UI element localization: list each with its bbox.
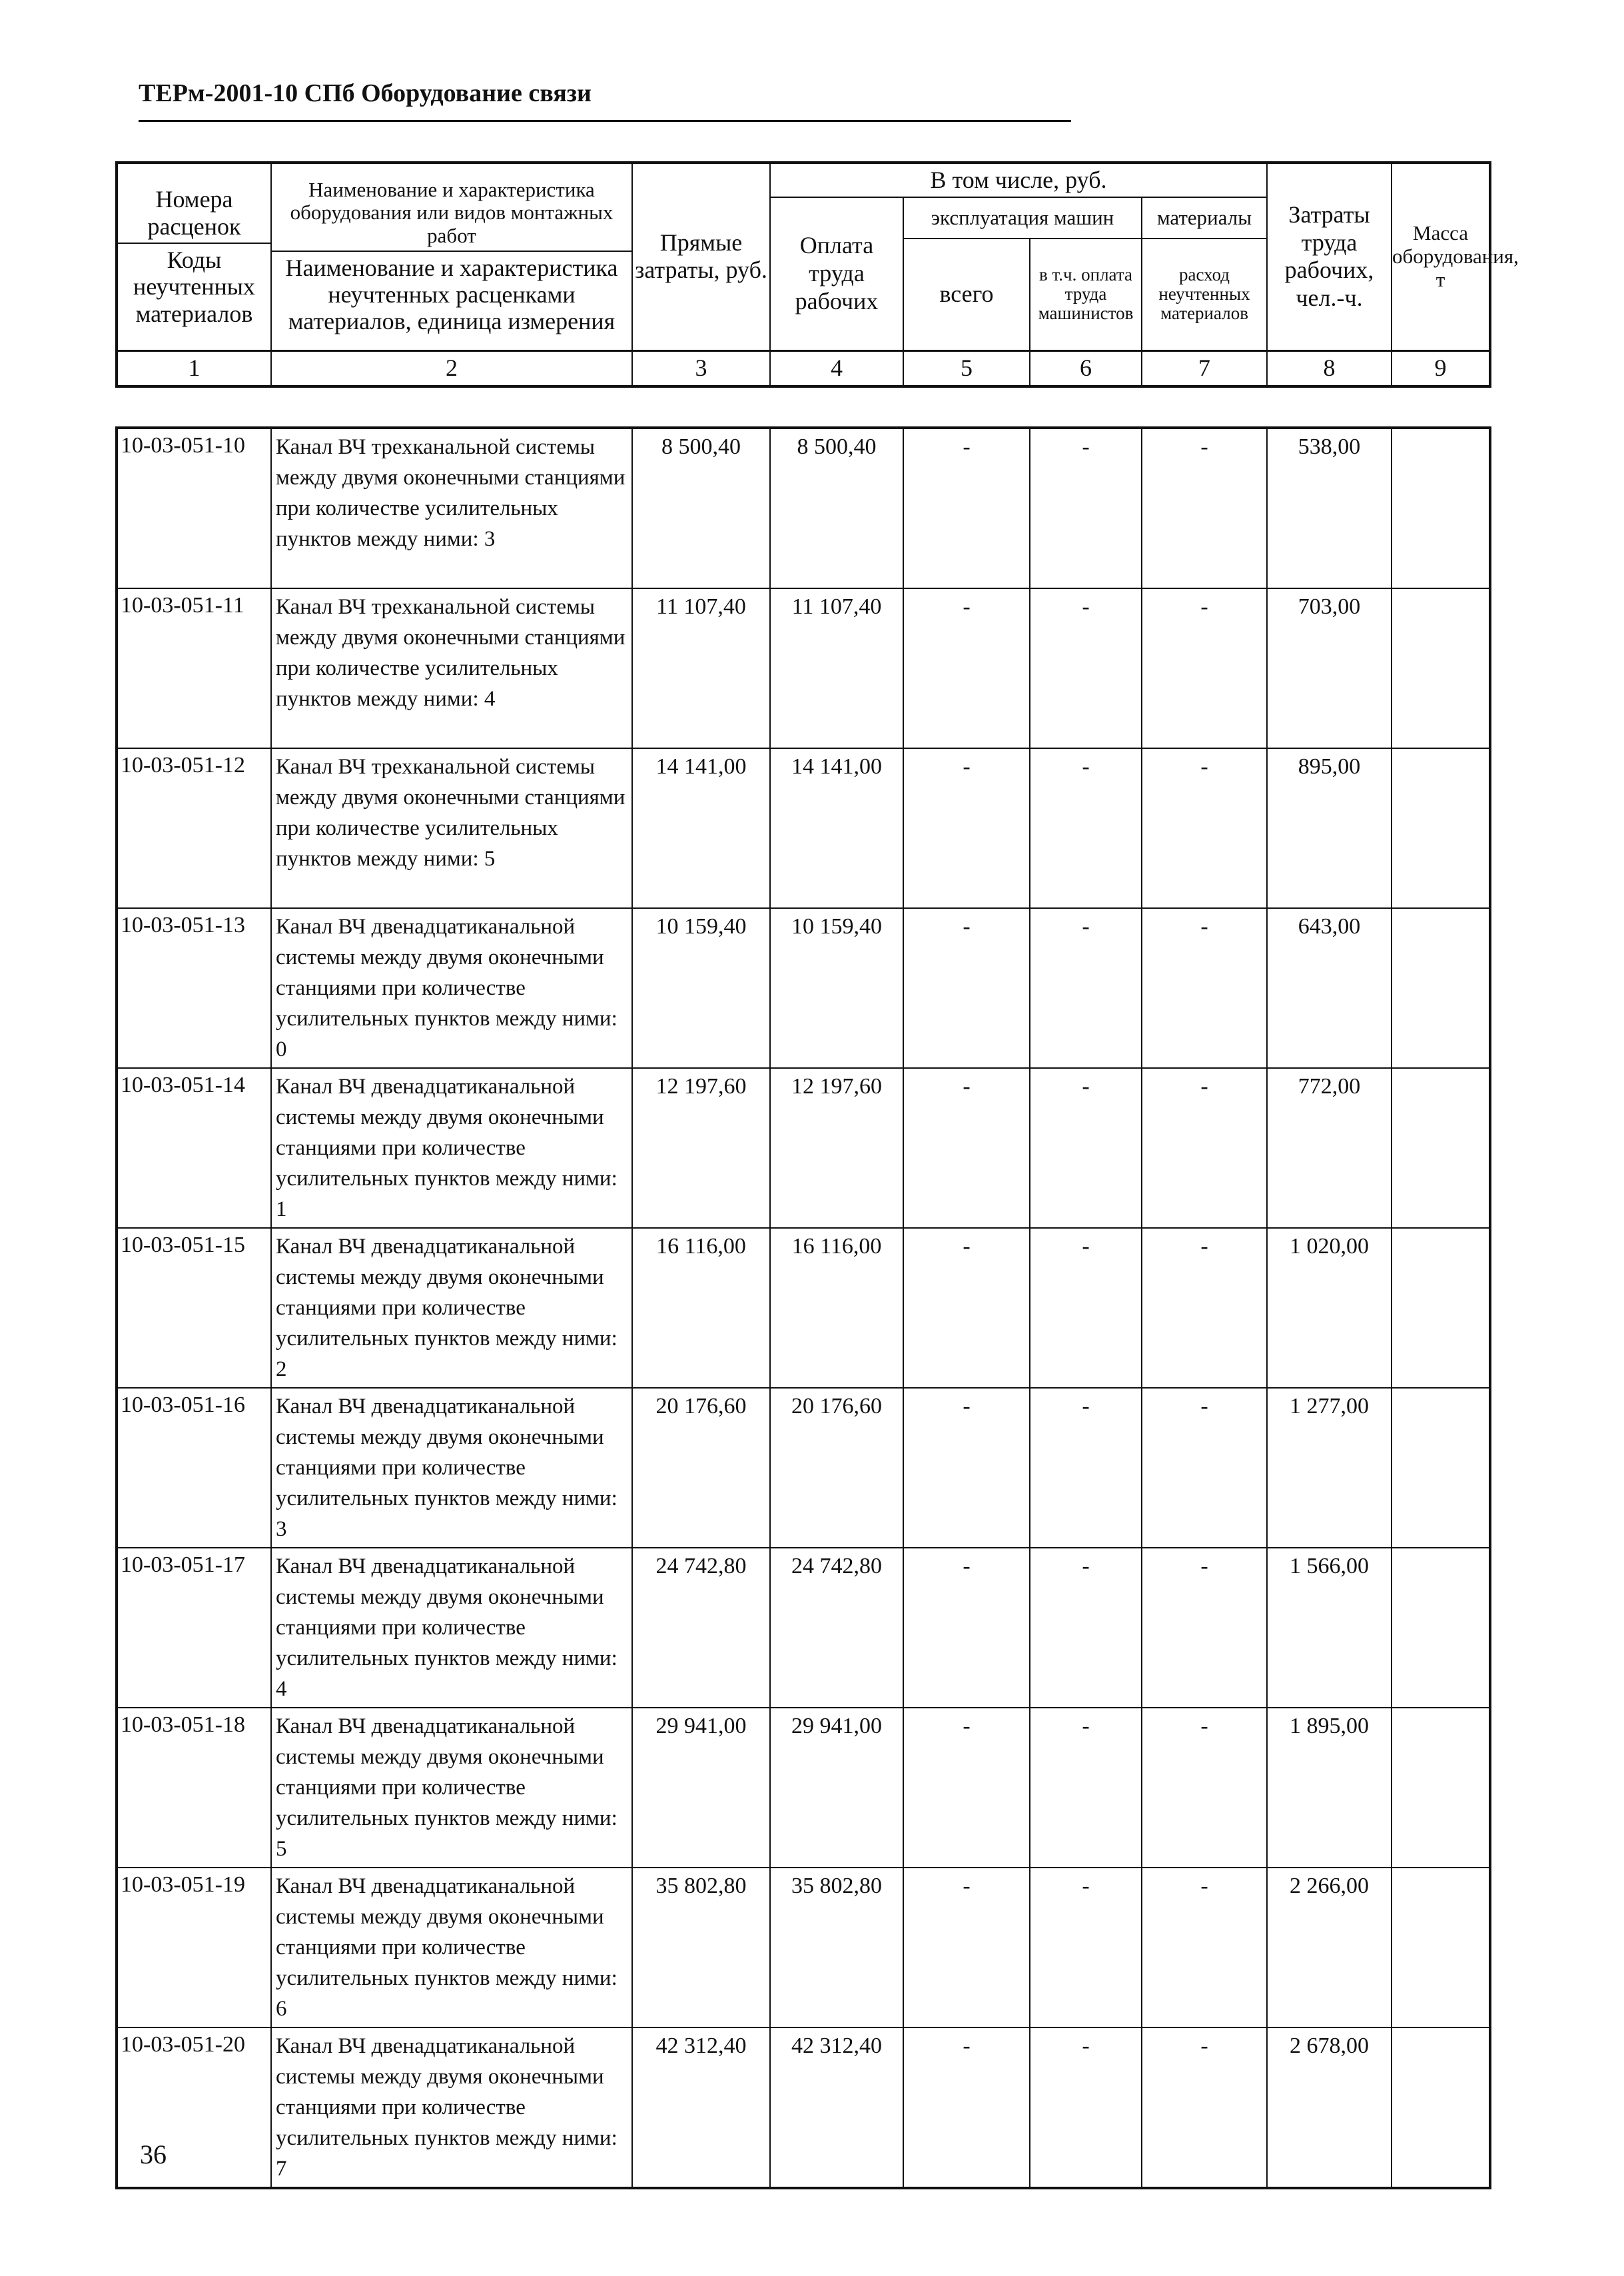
header-col7: расход неучтенных материалов [1142,239,1267,350]
equipment-mass [1392,588,1490,748]
table-row [117,1388,1490,1548]
rate-code: 10-03-051-12 [117,748,271,908]
rate-description: Канал ВЧ двенадцатиканальной системы между двумя оконечными станциями при количестве усилительных пунктов между ними: 2 [271,1228,632,1388]
machinist-wages: - [1030,428,1142,588]
column-number: 9 [1392,350,1490,386]
equipment-mass [1392,908,1490,1068]
machines-total: - [903,1708,1030,1868]
rate-code: 10-03-051-15 [117,1228,271,1388]
table-row [117,428,1490,588]
labor-hours: 2 678,00 [1267,2027,1392,2188]
unaccounted-materials: - [1142,1068,1267,1228]
direct-costs: 16 116,00 [632,1228,770,1388]
unaccounted-materials: - [1142,1868,1267,2027]
rate-description: Канал ВЧ трехканальной системы между двумя оконечными станциями при количестве усилительных пунктов между ними: 3 [271,428,632,588]
unaccounted-materials: - [1142,1228,1267,1388]
worker-wages: 20 176,60 [770,1388,903,1548]
direct-costs: 42 312,40 [632,2027,770,2188]
machines-total: - [903,1388,1030,1548]
labor-hours: 538,00 [1267,428,1392,588]
worker-wages: 8 500,40 [770,428,903,588]
header-col1 [117,163,271,350]
rate-code: 10-03-051-17 [117,1548,271,1708]
machinist-wages: - [1030,1388,1142,1548]
rate-code: 10-03-051-10 [117,428,271,588]
worker-wages: 14 141,00 [770,748,903,908]
unaccounted-materials: - [1142,748,1267,908]
rate-code: 10-03-051-19 [117,1868,271,2027]
worker-wages: 42 312,40 [770,2027,903,2188]
machinist-wages: - [1030,908,1142,1068]
machinist-wages: - [1030,588,1142,748]
machinist-wages: - [1030,748,1142,908]
machinist-wages: - [1030,1228,1142,1388]
equipment-mass [1392,1388,1490,1548]
worker-wages: 35 802,80 [770,1868,903,2027]
equipment-mass [1392,1708,1490,1868]
machines-total: - [903,1228,1030,1388]
table-row [117,1228,1490,1388]
equipment-mass [1392,1868,1490,2027]
machinist-wages: - [1030,1868,1142,2027]
unaccounted-materials: - [1142,2027,1267,2188]
table-row [117,588,1490,748]
rate-code: 10-03-051-14 [117,1068,271,1228]
header-col5: всего [903,239,1030,350]
worker-wages: 10 159,40 [770,908,903,1068]
unaccounted-materials: - [1142,1548,1267,1708]
table-row [117,1548,1490,1708]
unaccounted-materials: - [1142,428,1267,588]
table-row [117,748,1490,908]
direct-costs: 24 742,80 [632,1548,770,1708]
rate-description: Канал ВЧ двенадцатиканальной системы между двумя оконечными станциями при количестве усилительных пунктов между ними: 6 [271,1868,632,2027]
table-row [117,1708,1490,1868]
column-number: 8 [1267,350,1392,386]
machines-total: - [903,2027,1030,2188]
rate-description: Канал ВЧ трехканальной системы между двумя оконечными станциями при количестве усилительных пунктов между ними: 4 [271,588,632,748]
unaccounted-materials: - [1142,588,1267,748]
labor-hours: 772,00 [1267,1068,1392,1228]
machinist-wages: - [1030,1708,1142,1868]
labor-hours: 1 277,00 [1267,1388,1392,1548]
rate-code: 10-03-051-20 [117,2027,271,2188]
direct-costs: 11 107,40 [632,588,770,748]
machinist-wages: - [1030,1068,1142,1228]
header-col1-bottom: Коды неучтенных материалов [118,243,270,327]
equipment-mass [1392,1228,1490,1388]
header-col2-top: Наименование и характеристика оборудования или видов монтажных работ [290,177,613,248]
direct-costs: 29 941,00 [632,1708,770,1868]
labor-hours: 703,00 [1267,588,1392,748]
header-col8: Затраты труда рабочих, чел.-ч. [1267,163,1392,350]
header-col4: Оплата труда рабочих [770,197,903,350]
equipment-mass [1392,748,1490,908]
worker-wages: 16 116,00 [770,1228,903,1388]
labor-hours: 1 895,00 [1267,1708,1392,1868]
header-col6: в т.ч. оплата труда машинистов [1030,239,1142,350]
header-machines: эксплуатация машин [903,197,1142,239]
rate-code: 10-03-051-13 [117,908,271,1068]
header-col1-top: Номера расценок [147,186,241,240]
labor-hours: 895,00 [1267,748,1392,908]
header-group: В том числе, руб. [770,163,1267,197]
labor-hours: 1 020,00 [1267,1228,1392,1388]
direct-costs: 12 197,60 [632,1068,770,1228]
rate-description: Канал ВЧ двенадцатиканальной системы между двумя оконечными станциями при количестве усилительных пунктов между ними: 1 [271,1068,632,1228]
table-row [117,1068,1490,1228]
table-row [117,1868,1490,2027]
column-number-row [117,350,1490,386]
unaccounted-materials: - [1142,1388,1267,1548]
machinist-wages: - [1030,2027,1142,2188]
page-number: 36 [140,2139,167,2169]
direct-costs: 35 802,80 [632,1868,770,2027]
direct-costs: 14 141,00 [632,748,770,908]
column-number: 5 [903,350,1030,386]
direct-costs: 10 159,40 [632,908,770,1068]
equipment-mass [1392,1068,1490,1228]
labor-hours: 643,00 [1267,908,1392,1068]
column-number: 4 [770,350,903,386]
equipment-mass [1392,428,1490,588]
equipment-mass [1392,2027,1490,2188]
worker-wages: 29 941,00 [770,1708,903,1868]
rate-code: 10-03-051-11 [117,588,271,748]
machines-total: - [903,748,1030,908]
column-number: 7 [1142,350,1267,386]
machines-total: - [903,1068,1030,1228]
title-underline [139,120,1071,122]
machines-total: - [903,1868,1030,2027]
direct-costs: 8 500,40 [632,428,770,588]
column-number: 1 [117,350,271,386]
rate-code: 10-03-051-18 [117,1708,271,1868]
header-col2-bottom: Наименование и характеристика неучтенных расценками материалов, единица измерения [272,251,631,335]
table-row [117,2027,1490,2188]
header-col3: Прямые затраты, руб. [632,163,770,350]
machines-total: - [903,908,1030,1068]
machinist-wages: - [1030,1548,1142,1708]
header-col9: Масса оборудования, т [1392,163,1490,350]
rate-code: 10-03-051-16 [117,1388,271,1548]
worker-wages: 24 742,80 [770,1548,903,1708]
labor-hours: 2 266,00 [1267,1868,1392,2027]
document-title: ТЕРм-2001-10 СПб Оборудование связи [139,79,592,107]
column-number: 2 [271,350,632,386]
rate-description: Канал ВЧ двенадцатиканальной системы между двумя оконечными станциями при количестве усилительных пунктов между ними: 7 [271,2027,632,2188]
header-col2 [271,163,632,350]
column-number: 6 [1030,350,1142,386]
rate-description: Канал ВЧ двенадцатиканальной системы между двумя оконечными станциями при количестве усилительных пунктов между ними: 3 [271,1388,632,1548]
worker-wages: 12 197,60 [770,1068,903,1228]
rate-description: Канал ВЧ трехканальной системы между двумя оконечными станциями при количестве усилительных пунктов между ними: 5 [271,748,632,908]
rate-description: Канал ВЧ двенадцатиканальной системы между двумя оконечными станциями при количестве усилительных пунктов между ними: 5 [271,1708,632,1868]
machines-total: - [903,1548,1030,1708]
column-number: 3 [632,350,770,386]
unaccounted-materials: - [1142,908,1267,1068]
rate-description: Канал ВЧ двенадцатиканальной системы между двумя оконечными станциями при количестве усилительных пунктов между ними: 4 [271,1548,632,1708]
table-row [117,908,1490,1068]
header-materials: материалы [1142,197,1267,239]
equipment-mass [1392,1548,1490,1708]
machines-total: - [903,428,1030,588]
rates-table-body [117,428,1490,2188]
table-header [115,161,1519,388]
worker-wages: 11 107,40 [770,588,903,748]
labor-hours: 1 566,00 [1267,1548,1392,1708]
machines-total: - [903,588,1030,748]
direct-costs: 20 176,60 [632,1388,770,1548]
rates-table [115,426,1491,2189]
unaccounted-materials: - [1142,1708,1267,1868]
rate-description: Канал ВЧ двенадцатиканальной системы между двумя оконечными станциями при количестве усилительных пунктов между ними: 0 [271,908,632,1068]
